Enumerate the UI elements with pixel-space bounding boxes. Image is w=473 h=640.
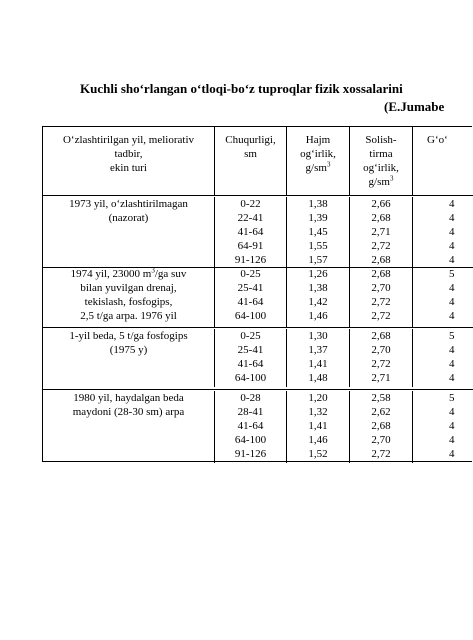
group-2-specific-value: 2,72 <box>371 296 391 308</box>
group-4-last-value: 4 <box>449 448 455 460</box>
group-3-last-col <box>413 329 473 387</box>
group-3-depth: 0-25 <box>240 330 261 342</box>
group-2-depth: 25-41 <box>237 282 264 294</box>
group-4-specific-value: 2,68 <box>371 420 391 432</box>
group-3-label-line-2: (1975 y) <box>109 344 148 356</box>
group-3-specific-value: 2,71 <box>371 372 391 384</box>
group-1-depth: 41-64 <box>237 226 264 238</box>
group-3-volume-value: 1,30 <box>308 330 328 342</box>
group-4-depth: 41-64 <box>237 420 264 432</box>
group-1-depth: 0-22 <box>240 198 261 210</box>
group-1-label <box>43 197 215 267</box>
group-1-last-value: 4 <box>449 240 455 252</box>
header-reclamation-line-3: ekin turi <box>110 162 147 174</box>
group-4-volume-value: 1,41 <box>308 420 328 432</box>
physical-properties-table <box>42 126 472 462</box>
header-depth <box>215 133 287 193</box>
group-4-specific-value: 2,58 <box>371 392 391 404</box>
header-depth-line-1: Chuqurligi, <box>225 134 276 146</box>
group-2-specific-value: 2,70 <box>371 282 391 294</box>
header-depth-line-2: sm <box>244 148 257 160</box>
header-volume-weight-line-1: Hajm <box>305 134 331 146</box>
group-3-divider <box>43 389 473 390</box>
group-4-label-line-1: 1980 yil, haydalgan beda <box>73 392 184 404</box>
group-4-label <box>43 391 215 463</box>
group-4-volume-value: 1,20 <box>308 392 328 404</box>
group-1-specific-weight <box>350 197 413 267</box>
group-3-specific-weight <box>350 329 413 387</box>
group-3-last-value: 4 <box>449 344 455 356</box>
group-2-label-part: /ga suv <box>154 268 187 280</box>
header-specific-weight-line-3: og‘irlik, <box>363 162 399 174</box>
group-2-specific-value: 2,68 <box>371 268 391 280</box>
group-4-last-value: 4 <box>449 434 455 446</box>
group-2-volume-value: 1,46 <box>308 310 328 322</box>
group-1-last-value: 4 <box>449 254 455 266</box>
group-4-last-col <box>413 391 473 463</box>
group-2-label-line-1 <box>43 267 214 281</box>
group-1-volume-weight <box>287 197 350 267</box>
group-4-depth: 64-100 <box>234 434 267 446</box>
header-volume-weight-unit: g/sm <box>305 162 327 174</box>
group-2-label-line-3: tekislash, fosfogips, <box>84 296 173 308</box>
group-1-last-value: 4 <box>449 198 455 210</box>
group-4-volume-value: 1,52 <box>308 448 328 460</box>
group-1-specific-value: 2,71 <box>371 226 391 238</box>
group-4-label-line-2: maydoni (28-30 sm) arpa <box>72 406 185 418</box>
group-3-specific-value: 2,70 <box>371 344 391 356</box>
header-divider <box>43 195 473 196</box>
group-2-last-value: 5 <box>449 268 455 280</box>
group-2-specific-value: 2,72 <box>371 310 391 322</box>
group-1-volume-value: 1,57 <box>308 254 328 266</box>
group-1-last-col <box>413 197 473 267</box>
group-2-label-part: 1974 yil, 23000 m <box>70 268 152 280</box>
header-volume-weight <box>287 133 350 193</box>
group-2-volume-value: 1,38 <box>308 282 328 294</box>
group-2-volume-value: 1,26 <box>308 268 328 280</box>
group-3-specific-value: 2,68 <box>371 330 391 342</box>
group-2-depth: 64-100 <box>234 310 267 322</box>
group-2-divider <box>43 327 473 328</box>
group-3-volume-value: 1,37 <box>308 344 328 356</box>
group-3-label-line-1: 1-yil beda, 5 t/ga fosfogips <box>69 330 188 342</box>
group-1-last-value: 4 <box>449 226 455 238</box>
group-4-volume-value: 1,46 <box>308 434 328 446</box>
header-porosity <box>413 133 473 193</box>
header-volume-weight-line-2: og‘irlik, <box>300 148 336 160</box>
group-2-label-exp: 3 <box>151 266 155 275</box>
group-4-depths <box>215 391 287 463</box>
document-title: Kuchli sho‘rlangan o‘tloqi-bo‘z tuproqlar fizik xossalarini <box>80 81 403 96</box>
group-1-depth: 91-126 <box>234 254 267 266</box>
header-reclamation-line-2: tadbir, <box>114 148 143 160</box>
group-3-volume-value: 1,41 <box>308 358 328 370</box>
header-reclamation <box>43 133 215 193</box>
group-3-last-value: 4 <box>449 372 455 384</box>
group-1-specific-value: 2,68 <box>371 212 391 224</box>
group-4-specific-value: 2,70 <box>371 434 391 446</box>
header-volume-weight-unit-exp: 3 <box>326 160 331 169</box>
group-1-volume-value: 1,45 <box>308 226 328 238</box>
header-volume-weight-line-3 <box>287 161 349 175</box>
group-2-depth: 41-64 <box>237 296 264 308</box>
header-specific-weight <box>350 133 413 193</box>
group-2-depth: 0-25 <box>240 268 261 280</box>
group-1-volume-value: 1,55 <box>308 240 328 252</box>
group-1-specific-value: 2,68 <box>371 254 391 266</box>
group-4-volume-weight <box>287 391 350 463</box>
group-4-depth: 0-28 <box>240 392 261 404</box>
group-1-depths <box>215 197 287 267</box>
header-specific-weight-line-2: tirma <box>369 148 393 160</box>
group-1-specific-value: 2,72 <box>371 240 391 252</box>
group-1-last-value: 4 <box>449 212 455 224</box>
group-1-depth: 64-91 <box>237 240 264 252</box>
group-4-specific-weight <box>350 391 413 463</box>
group-2-depths <box>215 267 287 327</box>
group-2-last-value: 4 <box>449 282 455 294</box>
group-4-depth: 28-41 <box>237 406 264 418</box>
header-reclamation-line-1: O‘zlashtirilgan yil, meliorativ <box>62 134 195 146</box>
group-2-label-line-4: 2,5 t/ga arpa. 1976 yil <box>80 310 177 322</box>
group-3-depth: 64-100 <box>234 372 267 384</box>
group-4-volume-value: 1,32 <box>308 406 328 418</box>
group-3-specific-value: 2,72 <box>371 358 391 370</box>
group-2-label-line-2: bilan yuvilgan drenaj, <box>80 282 177 294</box>
group-3-depth: 25-41 <box>237 344 264 356</box>
group-4-depth: 91-126 <box>234 448 267 460</box>
group-3-depth: 41-64 <box>237 358 264 370</box>
header-specific-weight-line-4 <box>350 175 412 189</box>
group-3-volume-weight <box>287 329 350 387</box>
group-4-last-value: 5 <box>449 392 455 404</box>
group-1-label-line-2: (nazorat) <box>108 212 149 224</box>
header-porosity-line-1: G‘o‘ <box>427 134 448 146</box>
group-4-last-value: 4 <box>449 420 455 432</box>
group-4-last-value: 4 <box>449 406 455 418</box>
group-2-last-col <box>413 267 473 327</box>
group-4-specific-value: 2,62 <box>371 406 391 418</box>
group-1-specific-value: 2,66 <box>371 198 391 210</box>
group-2-label <box>43 267 215 327</box>
group-1-volume-value: 1,39 <box>308 212 328 224</box>
group-1-label-line-1: 1973 yil, o‘zlashtirilmagan <box>69 198 188 210</box>
group-2-last-value: 4 <box>449 296 455 308</box>
group-2-last-value: 4 <box>449 310 455 322</box>
group-3-last-value: 4 <box>449 358 455 370</box>
group-3-volume-value: 1,48 <box>308 372 328 384</box>
group-1-depth: 22-41 <box>237 212 264 224</box>
group-2-volume-value: 1,42 <box>308 296 328 308</box>
header-specific-weight-unit: g/sm <box>368 176 390 188</box>
group-3-last-value: 5 <box>449 330 455 342</box>
group-3-depths <box>215 329 287 387</box>
group-1-volume-value: 1,38 <box>308 198 328 210</box>
header-specific-weight-line-1: Solish- <box>365 134 397 146</box>
group-2-specific-weight <box>350 267 413 327</box>
group-2-volume-weight <box>287 267 350 327</box>
header-specific-weight-unit-exp: 3 <box>389 174 394 183</box>
document-subtitle: (E.Jumabe <box>384 99 445 114</box>
group-4-specific-value: 2,72 <box>371 448 391 460</box>
group-3-label <box>43 329 215 387</box>
